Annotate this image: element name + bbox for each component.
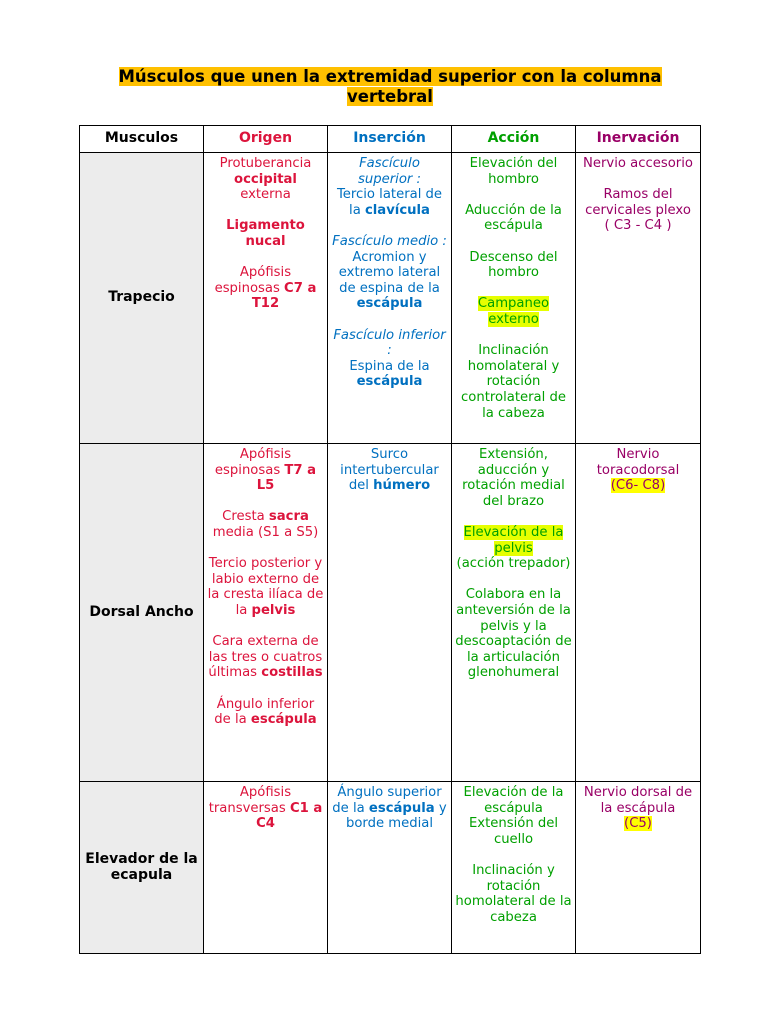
accion-item	[455, 296, 572, 327]
accion-item: Elevación del hombro	[469, 156, 558, 187]
origen-item: Ligamento nucal	[226, 218, 305, 249]
muscle-name-cell: Trapecio	[80, 153, 204, 444]
insercion-cell	[328, 153, 452, 444]
origen-item: Apófisis espinosas C7 a T12	[214, 265, 317, 312]
highlighted-text: (C5)	[624, 816, 652, 832]
insercion-subheading: Fascículo superior :	[358, 156, 421, 187]
inervacion-item: Ramos del cervicales plexo	[585, 187, 691, 218]
accion-cell	[452, 444, 576, 782]
document-title-container	[80, 67, 700, 107]
header-insercion: Inserción	[328, 126, 452, 153]
header-origen: Origen	[204, 126, 328, 153]
origen-item: Cresta sacra media (S1 a S5)	[212, 509, 319, 540]
accion-item	[455, 525, 572, 556]
accion-item: Descenso del hombro	[469, 249, 558, 281]
origen-cell	[204, 444, 328, 782]
origen-item: Ángulo inferior de la escápula	[214, 696, 317, 728]
insercion-subheading: Fascículo inferior :	[333, 327, 446, 359]
header-inervacion: Inervación	[576, 126, 701, 153]
insercion-cell	[328, 444, 452, 782]
insercion-cell	[328, 782, 452, 954]
accion-item: Extensión del cuello	[468, 816, 559, 847]
insercion-item: Tercio lateral de la clavícula	[336, 187, 443, 218]
insercion-item: Surco intertubercular del húmero	[340, 447, 439, 494]
insercion-item: Acromion y extremo lateral de espina de la escápula	[338, 249, 441, 312]
accion-item: Elevación de la escápula	[463, 785, 564, 816]
origen-item: Apófisis espinosas T7 a L5	[214, 447, 317, 494]
insercion-item: Ángulo superior de la escápula y borde medial	[332, 785, 447, 832]
table-header-row	[80, 126, 701, 153]
accion-item: Inclinación y rotación homolateral de la cabeza	[455, 862, 572, 925]
inervacion-cell	[576, 782, 701, 954]
accion-cell	[452, 782, 576, 954]
inervacion-item: Nervio accesorio	[583, 156, 693, 171]
inervacion-item: Nervio dorsal de la escápula	[583, 785, 693, 816]
accion-item: Extensión, aducción y rotación medial del brazo	[462, 447, 565, 509]
muscles-table	[79, 125, 701, 954]
table-row	[80, 782, 701, 954]
insercion-subheading: Fascículo medio :	[332, 233, 447, 249]
inervacion-cell	[576, 153, 701, 444]
muscle-name-cell: Dorsal Ancho	[80, 444, 204, 782]
inervacion-cell	[576, 444, 701, 782]
inervacion-item	[579, 478, 697, 494]
document-title-text: Músculos que unen la extremidad superior con la columna vertebral	[118, 67, 662, 106]
table-row	[80, 444, 701, 782]
highlighted-text: Campaneo externo	[477, 296, 550, 327]
origen-item: Protuberancia occipital externa	[219, 156, 312, 203]
header-accion: Acción	[452, 126, 576, 153]
accion-item: Inclinación homolateral y rotación controlateral de la cabeza	[461, 343, 566, 421]
table-row	[80, 153, 701, 444]
inervacion-item: ( C3 - C4 )	[604, 218, 672, 234]
header-musculos: Musculos	[80, 126, 204, 153]
inervacion-item: Nervio toracodorsal	[596, 447, 680, 478]
accion-item: Aducción de la escápula	[465, 202, 562, 234]
inervacion-item	[579, 816, 697, 832]
origen-item: Tercio posterior y labio externo de la cresta ilíaca de la pelvis	[207, 556, 324, 618]
origen-cell	[204, 153, 328, 444]
accion-item: Colabora en la anteversión de la pelvis y la descoaptación de la articulación glenohumeral	[455, 587, 572, 681]
muscle-name-cell: Elevador de la ecapula	[80, 782, 204, 954]
highlighted-text: Elevación de la pelvis	[463, 524, 564, 556]
highlighted-text: (C6- C8)	[610, 478, 666, 494]
accion-item: (acción trepador)	[456, 556, 571, 572]
origen-cell	[204, 782, 328, 954]
origen-item: Cara externa de las tres o cuatros últimas costillas	[208, 634, 323, 681]
origen-item: Apófisis transversas C1 a C4	[208, 785, 323, 832]
accion-cell	[452, 153, 576, 444]
document-title	[80, 67, 700, 107]
insercion-item: Espina de la escápula	[349, 358, 430, 390]
